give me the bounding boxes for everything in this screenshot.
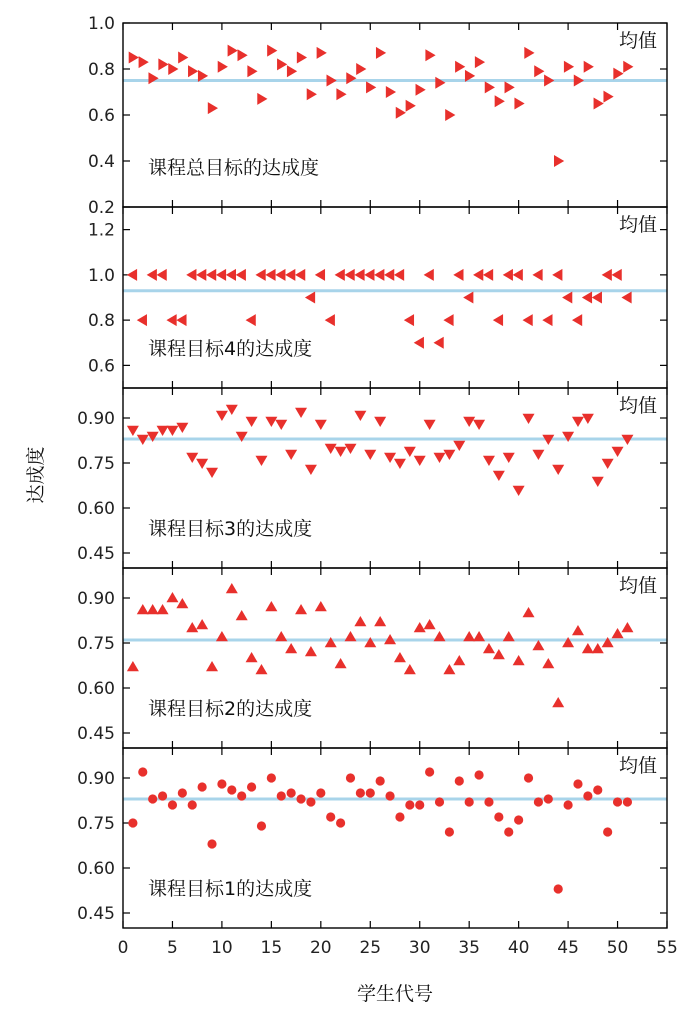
data-point: [267, 45, 277, 57]
y-tick-label: 0.60: [77, 499, 115, 519]
data-point: [255, 456, 267, 466]
data-point: [434, 337, 444, 349]
data-point: [147, 269, 157, 281]
data-point: [483, 456, 495, 466]
data-point: [307, 88, 317, 100]
data-point: [157, 604, 169, 614]
data-point: [523, 414, 535, 424]
data-point: [246, 417, 258, 427]
data-point: [158, 791, 167, 800]
data-point: [305, 465, 317, 475]
y-axis-title: 达成度: [25, 446, 47, 504]
panel-frame: [123, 568, 667, 748]
data-point: [176, 423, 188, 433]
data-point: [445, 109, 455, 121]
data-point: [612, 628, 624, 638]
data-point: [542, 314, 552, 326]
data-point: [336, 88, 346, 100]
data-point: [157, 269, 167, 281]
data-point: [366, 81, 376, 93]
data-point: [386, 86, 396, 98]
data-point: [326, 812, 335, 821]
data-point: [523, 314, 533, 326]
x-tick-label: 20: [309, 938, 332, 958]
data-point: [374, 269, 384, 281]
data-point: [485, 81, 495, 93]
data-point: [434, 453, 446, 463]
data-point: [473, 269, 483, 281]
y-tick-label: 0.2: [87, 198, 115, 218]
data-point: [443, 450, 455, 460]
data-point: [463, 417, 475, 427]
data-point: [592, 292, 602, 304]
data-point: [346, 773, 355, 782]
mean-label: 均值: [618, 395, 657, 417]
y-tick-label: 0.75: [77, 814, 115, 834]
data-point: [396, 107, 406, 119]
data-point: [602, 459, 614, 469]
data-point: [166, 592, 178, 602]
data-point: [603, 91, 613, 103]
data-point: [582, 292, 592, 304]
data-point: [346, 72, 356, 84]
y-tick-label: 0.8: [87, 311, 115, 332]
y-tick-label: 0.45: [77, 724, 115, 744]
data-point: [207, 839, 216, 848]
data-point: [593, 785, 602, 794]
data-point: [137, 604, 149, 614]
data-point: [327, 75, 337, 87]
data-point: [583, 791, 592, 800]
data-point: [168, 63, 178, 75]
data-point: [404, 447, 416, 457]
data-point: [573, 779, 582, 788]
x-tick-label: 50: [606, 938, 629, 958]
data-point: [405, 800, 414, 809]
data-point: [424, 619, 436, 629]
data-point: [208, 102, 218, 114]
data-point: [394, 459, 406, 469]
data-point: [524, 773, 533, 782]
data-point: [186, 269, 196, 281]
data-point: [623, 797, 632, 806]
data-point: [255, 269, 265, 281]
data-point: [306, 797, 315, 806]
data-point: [127, 426, 139, 436]
data-point: [335, 269, 345, 281]
data-point: [295, 269, 305, 281]
data-point: [296, 794, 305, 803]
data-point: [335, 447, 347, 457]
data-point: [206, 468, 218, 478]
data-point: [178, 788, 187, 797]
x-tick-label: 0: [117, 938, 129, 958]
data-point: [168, 800, 177, 809]
panel-label: 课程目标4的达成度: [148, 338, 313, 360]
data-point: [138, 767, 147, 776]
data-point: [325, 314, 335, 326]
panel-frame: [123, 748, 667, 928]
data-point: [364, 450, 376, 460]
data-point: [544, 794, 553, 803]
data-point: [613, 68, 623, 80]
x-tick-label: 10: [211, 938, 233, 958]
data-point: [295, 604, 307, 614]
data-point: [376, 776, 385, 785]
data-point: [315, 269, 325, 281]
y-tick-label: 0.4: [87, 152, 115, 172]
data-point: [196, 269, 206, 281]
x-tick-label: 45: [557, 938, 579, 958]
data-point: [236, 610, 248, 620]
data-point: [336, 818, 345, 827]
data-point: [493, 471, 505, 481]
data-point: [445, 827, 454, 836]
data-point: [592, 643, 604, 653]
data-point: [404, 664, 416, 674]
data-point: [534, 65, 544, 77]
data-point: [178, 52, 188, 64]
data-point: [594, 98, 604, 110]
y-tick-label: 0.45: [77, 904, 115, 924]
data-point: [376, 47, 386, 59]
data-point: [275, 631, 287, 641]
data-point: [129, 52, 139, 64]
data-point: [275, 269, 285, 281]
mean-label: 均值: [618, 575, 657, 597]
data-point: [335, 658, 347, 668]
data-point: [394, 652, 406, 662]
data-point: [503, 453, 515, 463]
data-point: [552, 269, 562, 281]
data-point: [552, 465, 564, 475]
data-point: [484, 797, 493, 806]
data-point: [166, 426, 178, 436]
data-point: [563, 800, 572, 809]
data-point: [277, 791, 286, 800]
data-point: [455, 776, 464, 785]
panel-label: 课程目标2的达成度: [148, 698, 313, 720]
data-point: [513, 269, 523, 281]
data-point: [406, 100, 416, 112]
data-point: [473, 420, 485, 430]
y-tick-label: 0.8: [87, 60, 115, 80]
data-point: [344, 444, 356, 454]
data-point: [453, 655, 465, 665]
data-point: [188, 65, 198, 77]
data-point: [443, 314, 453, 326]
data-point: [582, 414, 594, 424]
panel-label: 课程总目标的达成度: [148, 157, 320, 179]
data-point: [493, 649, 505, 659]
y-tick-label: 0.90: [77, 589, 115, 609]
data-point: [505, 81, 515, 93]
y-tick-label: 0.75: [77, 454, 115, 474]
data-point: [315, 601, 327, 611]
panel-4: [77, 568, 667, 748]
x-tick-label: 15: [260, 938, 283, 958]
data-point: [513, 486, 525, 496]
data-point: [344, 631, 356, 641]
data-point: [424, 420, 436, 430]
data-point: [503, 269, 513, 281]
data-point: [455, 61, 465, 73]
data-point: [206, 269, 216, 281]
data-point: [435, 77, 445, 89]
data-point: [514, 815, 523, 824]
data-point: [435, 797, 444, 806]
data-point: [465, 797, 474, 806]
data-point: [523, 607, 535, 617]
data-point: [612, 269, 622, 281]
data-point: [198, 782, 207, 791]
data-point: [247, 65, 257, 77]
data-point: [148, 72, 158, 84]
data-point: [463, 292, 473, 304]
data-point: [196, 619, 208, 629]
data-point: [255, 664, 267, 674]
data-point: [453, 269, 463, 281]
data-point: [474, 770, 483, 779]
data-point: [414, 337, 424, 349]
data-point: [285, 450, 297, 460]
data-point: [613, 797, 622, 806]
data-point: [237, 49, 247, 61]
data-point: [574, 75, 584, 87]
mean-label: 均值: [618, 755, 657, 777]
data-point: [227, 785, 236, 794]
data-point: [434, 631, 446, 641]
x-tick-label: 5: [167, 938, 178, 958]
data-point: [275, 420, 287, 430]
data-point: [246, 652, 258, 662]
data-point: [344, 269, 354, 281]
y-tick-label: 1.0: [87, 14, 115, 34]
data-point: [218, 61, 228, 73]
data-point: [285, 269, 295, 281]
data-point: [384, 453, 396, 463]
data-point: [524, 47, 534, 59]
data-point: [534, 797, 543, 806]
panel-5: [77, 748, 667, 928]
data-point: [572, 417, 584, 427]
data-point: [552, 697, 564, 707]
data-point: [277, 58, 287, 70]
data-point: [147, 604, 159, 614]
data-point: [425, 49, 435, 61]
y-tick-label: 0.6: [87, 106, 115, 126]
data-point: [572, 625, 584, 635]
data-point: [414, 456, 426, 466]
data-point: [584, 61, 594, 73]
data-point: [354, 616, 366, 626]
panel-frame: [123, 23, 667, 207]
data-point: [483, 643, 495, 653]
panel-1: [88, 14, 667, 218]
data-point: [374, 616, 386, 626]
data-point: [395, 812, 404, 821]
data-point: [287, 788, 296, 797]
data-point: [267, 773, 276, 782]
data-point: [325, 444, 337, 454]
data-point: [317, 47, 327, 59]
data-point: [572, 314, 582, 326]
mean-label: 均值: [618, 214, 657, 236]
data-point: [166, 314, 176, 326]
data-point: [196, 459, 208, 469]
data-point: [139, 56, 149, 68]
data-point: [453, 441, 465, 451]
y-tick-label: 0.90: [77, 769, 115, 789]
data-point: [128, 818, 137, 827]
data-point: [366, 788, 375, 797]
data-point: [416, 84, 426, 96]
data-point: [316, 788, 325, 797]
data-point: [217, 779, 226, 788]
data-point: [424, 269, 434, 281]
data-point: [305, 646, 317, 656]
data-point: [603, 827, 612, 836]
data-point: [127, 269, 137, 281]
y-tick-label: 0.60: [77, 859, 115, 879]
data-point: [415, 800, 424, 809]
data-point: [404, 314, 414, 326]
data-point: [443, 664, 455, 674]
data-point: [315, 420, 327, 430]
data-point: [216, 269, 226, 281]
data-point: [158, 58, 168, 70]
data-point: [612, 447, 624, 457]
data-point: [621, 622, 633, 632]
data-point: [206, 661, 218, 671]
data-point: [473, 631, 485, 641]
panel-label: 课程目标1的达成度: [148, 878, 313, 900]
data-point: [513, 655, 525, 665]
data-point: [532, 450, 544, 460]
x-axis-title: 学生代号: [356, 983, 434, 1005]
data-point: [385, 791, 394, 800]
data-point: [425, 767, 434, 776]
data-point: [532, 269, 542, 281]
data-point: [602, 269, 612, 281]
data-point: [356, 788, 365, 797]
data-point: [176, 314, 186, 326]
data-point: [493, 314, 503, 326]
y-tick-label: 0.75: [77, 634, 115, 654]
x-tick-label: 35: [458, 938, 481, 958]
data-point: [228, 45, 238, 57]
data-point: [483, 269, 493, 281]
data-point: [564, 61, 574, 73]
data-point: [582, 643, 594, 653]
data-point: [356, 63, 366, 75]
x-tick-label: 25: [359, 938, 382, 958]
data-point: [247, 782, 256, 791]
x-tick-label: 40: [507, 938, 530, 958]
data-point: [157, 426, 169, 436]
data-point: [475, 56, 485, 68]
data-point: [226, 583, 238, 593]
data-point: [246, 314, 256, 326]
data-point: [186, 453, 198, 463]
data-point: [265, 601, 277, 611]
data-point: [216, 631, 228, 641]
data-point: [503, 631, 515, 641]
data-point: [295, 408, 307, 418]
panel-3: [77, 388, 667, 568]
data-point: [226, 405, 238, 415]
data-point: [186, 622, 198, 632]
data-point: [532, 640, 544, 650]
y-tick-label: 0.90: [77, 409, 115, 429]
y-tick-label: 1.2: [87, 220, 115, 241]
data-point: [188, 800, 197, 809]
data-point: [265, 269, 275, 281]
y-tick-label: 0.6: [87, 356, 115, 377]
data-point: [463, 631, 475, 641]
data-point: [621, 292, 631, 304]
data-point: [305, 292, 315, 304]
data-point: [374, 417, 386, 427]
data-point: [394, 269, 404, 281]
data-point: [354, 269, 364, 281]
y-tick-label: 0.45: [77, 544, 115, 564]
data-point: [494, 812, 503, 821]
data-point: [354, 411, 366, 421]
x-tick-label: 55: [656, 938, 678, 958]
data-point: [544, 75, 554, 87]
data-point: [495, 95, 505, 107]
x-tick-label: 30: [408, 938, 431, 958]
panel-label: 课程目标3的达成度: [148, 518, 313, 540]
data-point: [127, 661, 139, 671]
data-point: [287, 65, 297, 77]
mean-label: 均值: [618, 30, 657, 52]
data-point: [297, 52, 307, 64]
data-point: [236, 269, 246, 281]
data-point: [414, 622, 426, 632]
data-point: [554, 155, 564, 167]
data-point: [265, 417, 277, 427]
data-point: [226, 269, 236, 281]
data-point: [257, 93, 267, 105]
data-point: [514, 98, 524, 110]
y-tick-label: 1.0: [87, 265, 115, 286]
data-point: [176, 598, 188, 608]
data-point: [562, 292, 572, 304]
data-point: [148, 794, 157, 803]
data-point: [285, 643, 297, 653]
data-point: [237, 791, 246, 800]
data-point: [364, 269, 374, 281]
data-point: [384, 269, 394, 281]
data-point: [542, 658, 554, 668]
panel-2: [88, 207, 667, 388]
data-point: [504, 827, 513, 836]
data-point: [623, 61, 633, 73]
data-point: [554, 884, 563, 893]
data-point: [137, 314, 147, 326]
data-point: [216, 411, 228, 421]
data-point: [592, 477, 604, 487]
data-point: [257, 821, 266, 830]
y-tick-label: 0.60: [77, 679, 115, 699]
